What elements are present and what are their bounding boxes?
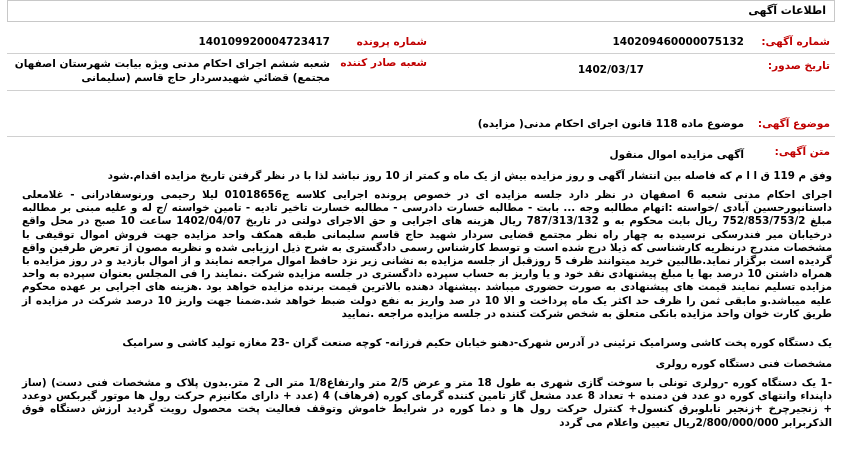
subject-label: موضوع آگهی:	[757, 118, 830, 130]
issuing-branch-value: شعبه ششم اجرای احکام مدنی ویژه بیابت شهرستان اصفهان مجتمع) قضائي شهيدسردار حاج قاسم (سلیمانی	[14, 58, 330, 84]
case-number-label: شماره پرونده	[356, 36, 427, 48]
case-number-value: 140109920004723417	[198, 36, 330, 48]
header-title: اطلاعات آگهی	[748, 4, 826, 17]
issue-date-value: 1402/03/17	[577, 64, 644, 76]
spec-title: مشخصات فنی دستگاه کوره رولری	[655, 358, 832, 370]
divider	[7, 90, 835, 91]
address-line: یک دستگاه کوره پخت کاشی وسرامیک ترئینی در آدرس شهرک-دهنو خیابان حکیم فرزانه- کوچه صنعت گران -23 مغازه تولید کاشی و سرامیک	[122, 337, 832, 349]
divider	[7, 136, 835, 137]
ad-text-title: آگهی مزایده اموال منقول	[609, 149, 744, 161]
ad-number-label: شماره آگهی:	[761, 36, 830, 48]
issuing-branch-label: شعبه صادر کننده	[340, 57, 427, 69]
body-paragraph: اجرای احکام مدنی شعبه 6 اصفهان در نظر دارد جلسه مزایده ای در خصوص پرونده اجرایی کلاسه ج01018656 لیلا رحیمی ورنوسفادرانی - غلامعلی داستانپورحسین آبادی /خواسته :اتهام مطالبه وجه ... بابت - مطالبه خسارت دادرسی - مطالبه خسارت تاخیر تادیه - تامین خواسته /ج له و علیه مبنی بر مطالبه مبلغ 752/853/753/2 ریال بابت محکوم به و 787/313/132 ریال هزینه های اجرایی و حق الاجرای دولتی در تاریخ 1402/04/07 ساعت 10 صبح در محل واقع درخیابان میر فندرسکی نرسیده به چهار راه نظر مجتمع قضایی سردار شهید حاج قاسم سلیمانی طبقه همکف واحد مزایده جهت فروش اموال توقیفی با مشخصات مندرج درنظریه کارشناسی که ذیلا درج شده است و توسط کارشناس رسمی دادگستری به شرح ذیل ارزیابی شده و نظریه مصون از تعرض طرفین واقع گردیده است برگزار نماید.طالبین خرید میتوانند ظرف 5 روزقبل از جلسه مزایده به نشانی زیر نزد حافظ اموال مراجعه نمایند و از اموال بازدید و در روز مزایده با همراه داشتن 10 درصد بها یا مبلغ پیشنهادی نقد خود و یا واریز به حساب سپرده دادگستری در جلسه مزایده شرکت .نمایند را فی المجلس بعنوان سپرده به واحد مزایده تسلیم نمایند قیمت های پیشنهادی به صورت حضوری میباشد .پیشنهاد دهنده بالاترین قیمت برنده مزایده خواهد بود .هزینه های اجرایی بر عهده محکوم علیه میباشد.و مابقی ثمن را ظرف حد اکثر یک ماه پرداخت و الا 10 در صد واریز به نفع دولت ضبط خواهد شد.ضمنا جهت واریز 10 درصد شرکت در مزایده از طریق کارت خوان واحد مزایده بانکی متعلق به شخص شرکت کننده در جلسه مزایده مراجعه .نمایید	[22, 189, 833, 320]
ad-number-value: 140209460000075132	[612, 36, 744, 48]
subject-value: موضوع ماده 118 قانون اجرای احکام مدنی( مزایده)	[477, 118, 744, 130]
spec-paragraph: -1 یک دستگاه کوره -رولری تونلی با سوخت گازی شهری به طول 18 متر و عرض 2/5 متر وارتفاع1/8 متر الی 2 متر.بدون پلاک و مشخصات فنی دست) (ساز داپنداء وانتهای کوره دو عدد فن دمنده + تعداد 8 عدد مشعل گاز تامین کننده گرمای کوره (فرهاف) 4 (عدد + دارای مکانیزم حرکت رول ها موتور گیربکس دوعدد + زنجیرچرخ +زنجیر تابلوبرق کنسول+ کنترل حرکت رول ها و دما کوره در شرایط خاموش وتوقف فعالیت پخت محصول رویت گردید ارزش دستگاه فوق الذکربرابر 2/800/000/000ریال تعیین واعلام می گردد	[22, 377, 833, 429]
body-intro-line: وفق م 119 ق ا ا م که فاصله بین انتشار آگهی و روز مزایده بیش از یک ماه و کمتر از 10 روز نباشد لذا با در نظر گرفتن تاریخ مزایده اقدام.شود	[107, 170, 832, 182]
ad-text-label: متن آگهی:	[774, 146, 830, 158]
divider	[7, 53, 835, 54]
header-bar	[7, 0, 835, 22]
issue-date-label: تاریخ صدور:	[767, 60, 830, 72]
